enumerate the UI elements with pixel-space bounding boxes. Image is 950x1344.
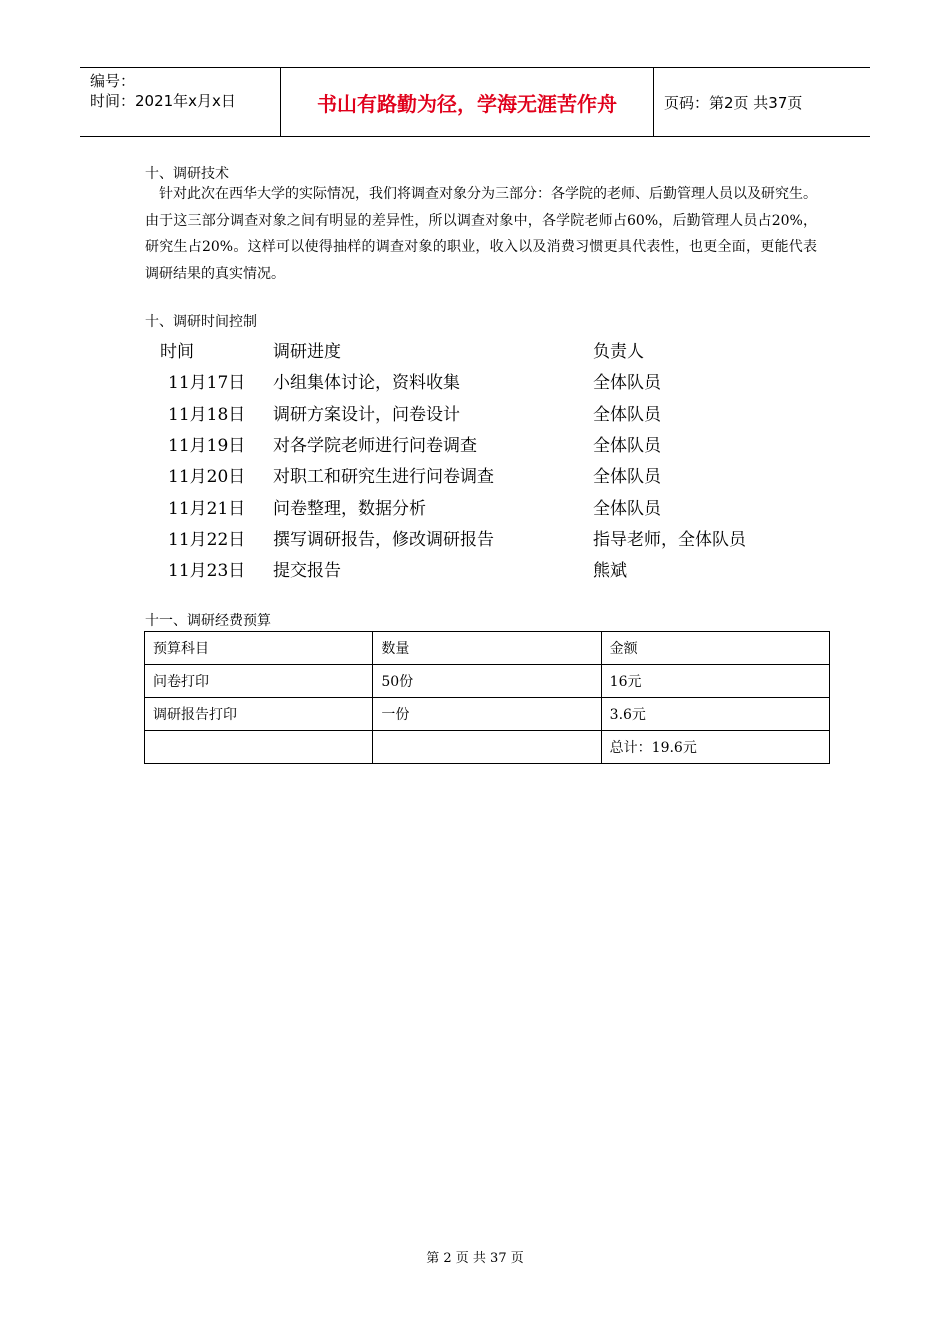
schedule-task: 对职工和研究生进行问卷调查 — [273, 467, 494, 488]
budget-row — [145, 698, 830, 731]
budget-table — [144, 631, 830, 764]
schedule-date: 11月23日 — [168, 561, 246, 582]
schedule-owner: 全体队员 — [593, 436, 661, 457]
schedule-date: 11月21日 — [168, 498, 246, 519]
schedule-date: 11月18日 — [168, 404, 246, 425]
budget-item — [145, 731, 373, 764]
schedule-row — [160, 553, 820, 584]
schedule-date: 11月19日 — [168, 436, 246, 457]
budget-quantity — [373, 731, 601, 764]
schedule-header-time: 时间 — [160, 342, 194, 363]
budget-total-row — [145, 731, 830, 764]
schedule-owner: 全体队员 — [593, 404, 661, 425]
budget-quantity: 一份 — [373, 698, 601, 731]
budget-amount: 3.6元 — [601, 698, 829, 731]
header-motto: 书山有路勤为径，学海无涯苦作舟 — [281, 68, 654, 136]
header-page-info: 页码：第2页 共37页 — [664, 93, 803, 112]
schedule-owner: 全体队员 — [593, 373, 661, 394]
budget-total: 总计：19.6元 — [601, 731, 829, 764]
schedule-task: 小组集体讨论，资料收集 — [273, 373, 460, 394]
schedule-owner: 全体队员 — [593, 467, 661, 488]
schedule-date: 11月20日 — [168, 467, 246, 488]
schedule-date: 11月17日 — [168, 373, 246, 394]
schedule-date: 11月22日 — [168, 529, 246, 550]
section-schedule-title: 十、调研时间控制 — [145, 314, 257, 330]
schedule-row — [160, 397, 820, 428]
page-header — [80, 67, 870, 137]
header-time: 时间：2021年x月x日 — [90, 92, 236, 110]
schedule-owner: 熊斌 — [593, 561, 627, 582]
schedule-task: 提交报告 — [273, 561, 341, 582]
header-number: 编号： — [90, 72, 136, 90]
schedule-owner: 全体队员 — [593, 498, 661, 519]
schedule-task: 对各学院老师进行问卷调查 — [273, 436, 477, 457]
schedule-list — [160, 334, 820, 584]
budget-header-item: 预算科目 — [145, 632, 373, 665]
schedule-header-row — [160, 334, 820, 365]
budget-header-quantity: 数量 — [373, 632, 601, 665]
schedule-row — [160, 365, 820, 396]
section-budget-title: 十一、调研经费预算 — [145, 613, 271, 629]
budget-header-amount: 金额 — [601, 632, 829, 665]
budget-item: 问卷打印 — [145, 665, 373, 698]
section-tech-title: 十、调研技术 — [145, 166, 229, 182]
header-meta — [80, 68, 281, 136]
schedule-row — [160, 428, 820, 459]
schedule-header-progress: 调研进度 — [273, 342, 341, 363]
schedule-row — [160, 490, 820, 521]
budget-item: 调研报告打印 — [145, 698, 373, 731]
budget-amount: 16元 — [601, 665, 829, 698]
schedule-row — [160, 459, 820, 490]
schedule-row — [160, 522, 820, 553]
budget-quantity: 50份 — [373, 665, 601, 698]
schedule-task: 撰写调研报告，修改调研报告 — [273, 529, 494, 550]
schedule-task: 问卷整理，数据分析 — [273, 498, 426, 519]
schedule-owner: 指导老师，全体队员 — [593, 529, 746, 550]
page-footer: 第 2 页 共 37 页 — [426, 1251, 524, 1266]
schedule-task: 调研方案设计，问卷设计 — [273, 404, 460, 425]
budget-header-row — [145, 632, 830, 665]
budget-row — [145, 665, 830, 698]
schedule-header-owner: 负责人 — [593, 342, 644, 363]
section-tech-body: 针对此次在西华大学的实际情况，我们将调查对象分为三部分：各学院的老师、后勤管理人员以及研究生。由于这三部分调查对象之间有明显的差异性，所以调查对象中，各学院老师占60%，后勤管理人员占20%，研究生占20%。这样可以使得抽样的调查对象的职业，收入以及消费习惯更具代表性，也更全面，更能代表调研结果的真实情况。 — [145, 186, 817, 282]
